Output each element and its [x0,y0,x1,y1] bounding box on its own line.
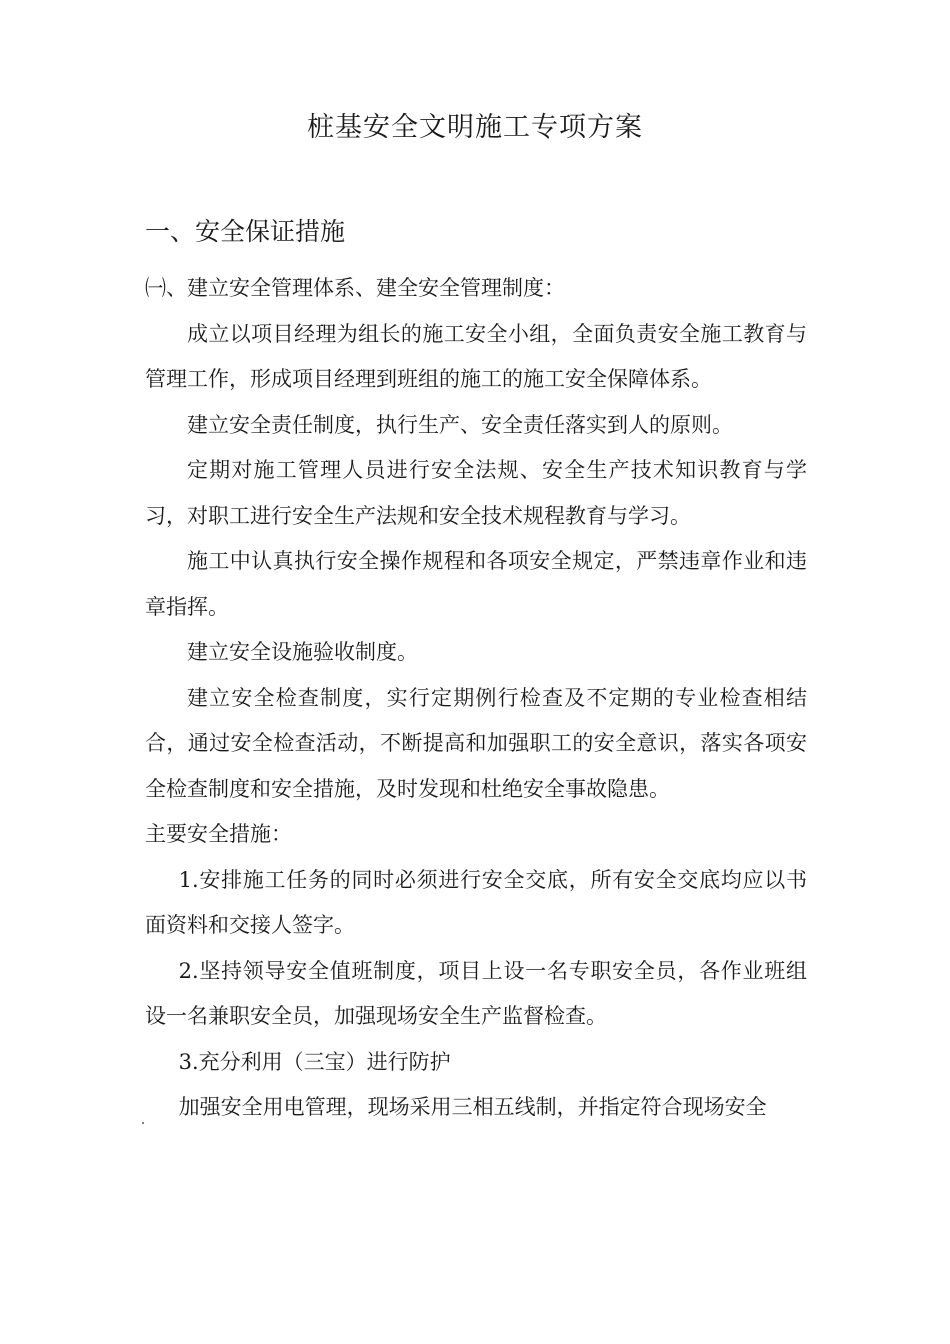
document-title: 桩基安全文明施工专项方案 [307,112,643,143]
paragraph: 施工中认真执行安全操作规程和各项安全规定，严禁违章作业和违章指挥。 [145,549,807,619]
list-item: 1.安排施工任务的同时必须进行安全交底，所有安全交底均应以书面资料和交接人签字。 [145,867,807,937]
paragraph: 建立安全设施验收制度。 [187,640,418,664]
measures-label: 主要安全措施： [145,822,292,846]
scan-speck [142,1122,144,1124]
paragraph: 建立安全责任制度，执行生产、安全责任落实到人的原则。 [187,412,733,437]
document-body [145,266,807,1131]
paragraph: 建立安全检查制度，实行定期例行检查及不定期的专业检查相结合，通过安全检查活动，不断提高和加强职工的安全意识，落实各项安全检查制度和安全措施，及时发现和杜绝安全事故隐患。 [145,685,807,801]
paragraph: 成立以项目经理为组长的施工安全小组，全面负责安全施工教育与管理工作，形成项目经理到班组的施工的施工安全保障体系。 [145,321,807,391]
list-item: 2.坚持领导安全值班制度，项目上设一名专职安全员，各作业班组设一名兼职安全员，加强现场安全生产监督检查。 [145,958,807,1028]
section-heading: 一、安全保证措施 [145,217,346,246]
paragraph: 加强安全用电管理，现场采用三相五线制，并指定符合现场安全 [178,1095,767,1119]
list-item: 3.充分利用（三宝）进行防护 [178,1049,451,1074]
subsection-heading: ㈠、建立安全管理体系、建全安全管理制度： [145,276,565,300]
paragraph: 定期对施工管理人员进行安全法规、安全生产技术知识教育与学习，对职工进行安全生产法规和安全技术规程教育与学习。 [145,458,807,528]
